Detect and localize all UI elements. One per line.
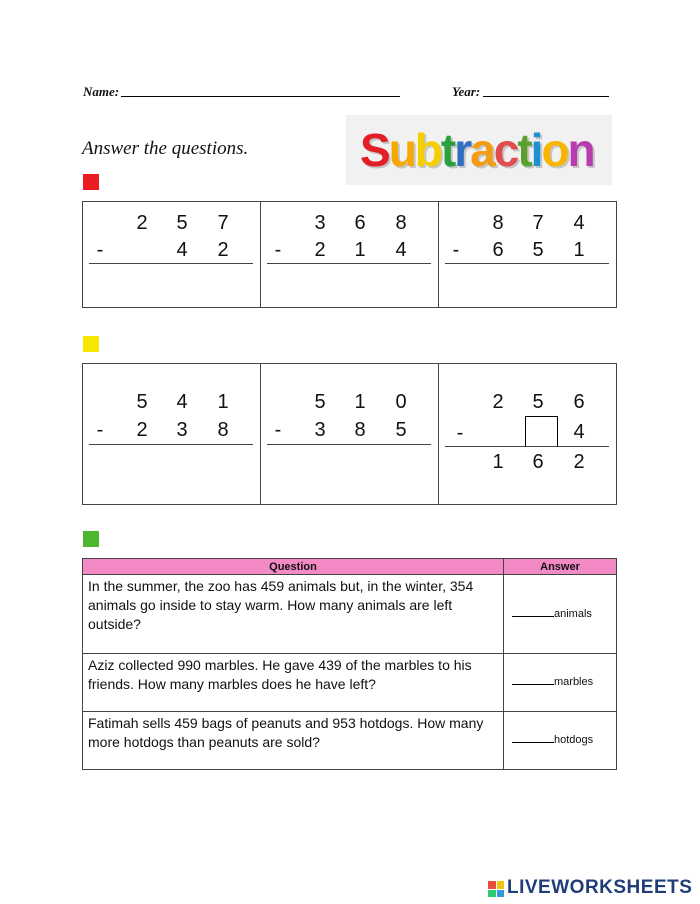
digit: 7 — [217, 212, 229, 234]
minus-sign: - — [456, 422, 464, 444]
logo-letter: a — [470, 124, 494, 176]
answer-unit: hotdogs — [554, 734, 594, 746]
year-label: Year: — [452, 84, 481, 99]
digit: 4 — [573, 421, 585, 443]
problem-grid-2 — [82, 363, 617, 505]
answer-line — [445, 446, 609, 447]
logo-letters — [360, 124, 594, 176]
logo-letter: i — [530, 124, 542, 176]
logo-letter: o — [541, 124, 568, 176]
problem-cell — [439, 202, 616, 307]
yellow-section-marker — [83, 336, 99, 352]
name-label: Name: — [83, 84, 120, 99]
answer-unit: marbles — [554, 676, 594, 688]
digit: 1 — [354, 391, 366, 413]
answer-unit: animals — [554, 607, 592, 620]
liveworksheets-logo-icon — [488, 881, 504, 897]
logo-square — [497, 881, 505, 889]
logo-square — [488, 881, 496, 889]
question-header: Question — [83, 559, 504, 575]
digit: 6 — [573, 391, 585, 413]
problem-cell — [83, 364, 261, 504]
subtraction-logo — [346, 115, 612, 185]
logo-letter: n — [567, 124, 594, 176]
digit: 5 — [395, 419, 407, 441]
problem-grid-1 — [82, 201, 617, 308]
digit: 3 — [176, 419, 188, 441]
digit: 5 — [532, 239, 544, 261]
logo-letter: t — [517, 124, 531, 176]
minus-sign: - — [452, 239, 460, 261]
liveworksheets-brand: LIVEWORKSHEETS — [507, 877, 693, 898]
logo-letter: r — [454, 124, 471, 176]
digit: 8 — [354, 419, 366, 441]
minus-sign: - — [96, 419, 104, 441]
logo-letter: c — [493, 124, 518, 176]
digit: 6 — [354, 212, 366, 234]
red-section-marker — [83, 174, 99, 190]
answer-line — [267, 444, 431, 445]
digit: 1 — [217, 391, 229, 413]
digit: 8 — [217, 419, 229, 441]
digit: 2 — [136, 212, 148, 234]
logo-letter: b — [414, 124, 441, 176]
digit: 4 — [176, 239, 188, 261]
table-row — [83, 654, 617, 712]
digit: 3 — [314, 419, 326, 441]
word-problem-table — [82, 558, 617, 770]
digit: 2 — [136, 419, 148, 441]
problem-cell — [261, 202, 439, 307]
minus-sign: - — [96, 239, 104, 261]
answer-blank[interactable] — [512, 616, 554, 617]
digit: 8 — [395, 212, 407, 234]
answer-line — [267, 263, 431, 264]
minus-sign: - — [274, 239, 282, 261]
digit: 2 — [314, 239, 326, 261]
answer-cell[interactable] — [504, 712, 617, 770]
logo-letter: u — [388, 124, 415, 176]
digit: 4 — [395, 239, 407, 261]
digit: 8 — [492, 212, 504, 234]
digit: 4 — [176, 391, 188, 413]
question-text: In the summer, the zoo has 459 animals but, in the winter, 354 animals go inside to stay warm. How many animals are left outside? — [83, 575, 504, 654]
year-field-line[interactable] — [483, 84, 609, 97]
name-field-line[interactable] — [121, 84, 400, 97]
answer-line — [89, 444, 253, 445]
table-row — [83, 712, 617, 770]
logo-square — [488, 890, 496, 898]
digit: 2 — [217, 239, 229, 261]
logo-letter: S — [360, 124, 389, 176]
logo-square — [497, 890, 505, 898]
problem-cell — [83, 202, 261, 307]
result-digit: 1 — [492, 451, 504, 473]
answer-blank[interactable] — [512, 742, 554, 743]
result-digit: 6 — [532, 451, 544, 473]
digit: 6 — [492, 239, 504, 261]
problem-cell — [261, 364, 439, 504]
answer-header: Answer — [504, 559, 617, 575]
digit: 1 — [354, 239, 366, 261]
question-text: Aziz collected 990 marbles. He gave 439 of the marbles to his friends. How many marbles does he have left? — [83, 654, 504, 712]
answer-cell[interactable] — [504, 654, 617, 712]
question-text: Fatimah sells 459 bags of peanuts and 953 hotdogs. How many more hotdogs than peanuts are sold? — [83, 712, 504, 770]
result-digit: 2 — [573, 451, 585, 473]
table-row — [83, 575, 617, 654]
digit: 1 — [573, 239, 585, 261]
digit: 5 — [136, 391, 148, 413]
digit: 4 — [573, 212, 585, 234]
digit: 5 — [176, 212, 188, 234]
answer-line — [445, 263, 609, 264]
digit: 0 — [395, 391, 407, 413]
minus-sign: - — [274, 419, 282, 441]
digit: 5 — [314, 391, 326, 413]
answer-cell[interactable] — [504, 575, 617, 654]
logo-letter: t — [440, 124, 455, 176]
answer-line — [89, 263, 253, 264]
digit: 2 — [492, 391, 504, 413]
missing-digit-box[interactable] — [525, 416, 558, 447]
digit: 5 — [532, 391, 544, 413]
answer-blank[interactable] — [512, 684, 554, 685]
problem-cell — [439, 364, 616, 504]
digit: 7 — [532, 212, 544, 234]
digit: 3 — [314, 212, 326, 234]
instruction-text: Answer the questions. — [82, 138, 249, 159]
green-section-marker — [83, 531, 99, 547]
